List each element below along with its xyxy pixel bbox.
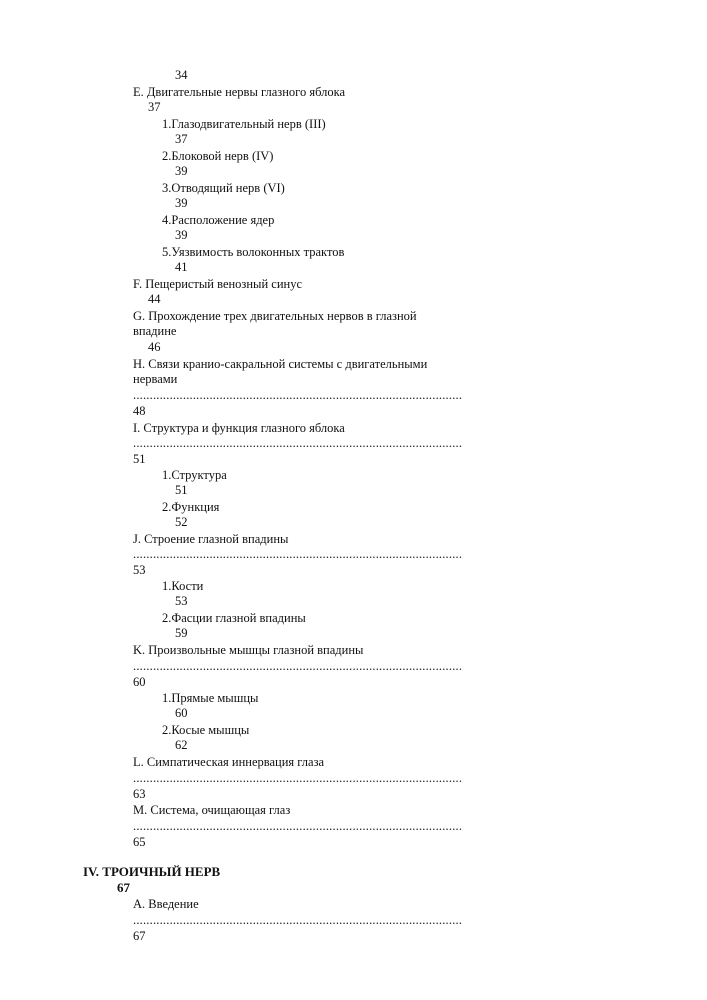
toc-entry-i-page: 51 xyxy=(133,452,146,466)
leader-dots: ................................................................................................... xyxy=(133,388,463,402)
toc-sub-function-title: 2.Функция xyxy=(162,500,220,514)
toc-entry-g-title-line1: G. Прохождение трех двигательных нервов в глазной xyxy=(133,309,417,323)
toc-entry-h-title-line2: нервами xyxy=(133,372,178,386)
toc-entry-e-page: 37 xyxy=(148,100,161,114)
leader-dots: ................................................................................................... xyxy=(133,659,463,673)
toc-sub-rectus-title: 1.Прямые мышцы xyxy=(162,691,259,705)
toc-sub-bones-title: 1.Кости xyxy=(162,579,204,593)
toc-entry-j-page: 53 xyxy=(133,563,146,577)
toc-entry-l-page: 63 xyxy=(133,787,146,801)
toc-sub-5-page: 41 xyxy=(175,260,188,274)
toc-sub-bones-page: 53 xyxy=(175,594,188,608)
toc-entry-f-title: F. Пещеристый венозный синус xyxy=(133,277,302,291)
toc-sub-fascia-page: 59 xyxy=(175,626,188,640)
toc-entry-h-title-line1: H. Связи кранио-сакральной системы с двигательными xyxy=(133,357,428,371)
toc-sub-structure-title: 1.Структура xyxy=(162,468,227,482)
toc-entry-m-title: M. Система, очищающая глаз xyxy=(133,803,291,817)
toc-sub-2-page: 39 xyxy=(175,164,188,178)
leader-dots: ................................................................................................... xyxy=(133,547,463,561)
toc-entry-i-title: I. Структура и функция глазного яблока xyxy=(133,421,345,435)
toc-sub-1-title: 1.Глазодвигательный нерв (III) xyxy=(162,117,326,131)
toc-sub-structure-page: 51 xyxy=(175,483,188,497)
toc-sub-rectus-page: 60 xyxy=(175,706,188,720)
toc-sub-3-title: 3.Отводящий нерв (VI) xyxy=(162,181,285,195)
toc-entry-f-page: 44 xyxy=(148,292,161,306)
toc-page-number: 34 xyxy=(175,68,188,82)
toc-sub-4-page: 39 xyxy=(175,228,188,242)
toc-sub-2-title: 2.Блоковой нерв (IV) xyxy=(162,149,274,163)
toc-entry-k-page: 60 xyxy=(133,675,146,689)
toc-sub-function-page: 52 xyxy=(175,515,188,529)
toc-sub-3-page: 39 xyxy=(175,196,188,210)
toc-entry-l-title: L. Симпатическая иннервация глаза xyxy=(133,755,325,769)
toc-entry-g-page: 46 xyxy=(148,340,161,354)
leader-dots: ................................................................................................... xyxy=(133,771,463,785)
leader-dots: ................................................................................................... xyxy=(133,913,463,927)
toc-entry-a-title: A. Введение xyxy=(133,897,199,911)
toc-entry-a-page: 67 xyxy=(133,929,146,943)
toc-sub-oblique-page: 62 xyxy=(175,738,188,752)
leader-dots: ................................................................................................... xyxy=(133,819,463,833)
chapter-heading: IV. ТРОИЧНЫЙ НЕРВ xyxy=(83,864,221,879)
toc-sub-fascia-title: 2.Фасции глазной впадины xyxy=(162,611,306,625)
toc-sub-5-title: 5.Уязвимость волоконных трактов xyxy=(162,245,345,259)
chapter-page: 67 xyxy=(117,880,130,895)
toc-entry-m-page: 65 xyxy=(133,835,146,849)
toc-entry-h-page: 48 xyxy=(133,404,146,418)
toc-sub-1-page: 37 xyxy=(175,132,188,146)
toc-sub-oblique-title: 2.Косые мышцы xyxy=(162,723,250,737)
toc-entry-j-title: J. Строение глазной впадины xyxy=(133,532,289,546)
toc-entry-g-title-line2: впадине xyxy=(133,324,177,338)
toc-entry-e-title: E. Двигательные нервы глазного яблока xyxy=(133,85,346,99)
leader-dots: ................................................................................................... xyxy=(133,436,463,450)
toc-entry-k-title: K. Произвольные мышцы глазной впадины xyxy=(133,643,364,657)
toc-sub-4-title: 4.Расположение ядер xyxy=(162,213,275,227)
